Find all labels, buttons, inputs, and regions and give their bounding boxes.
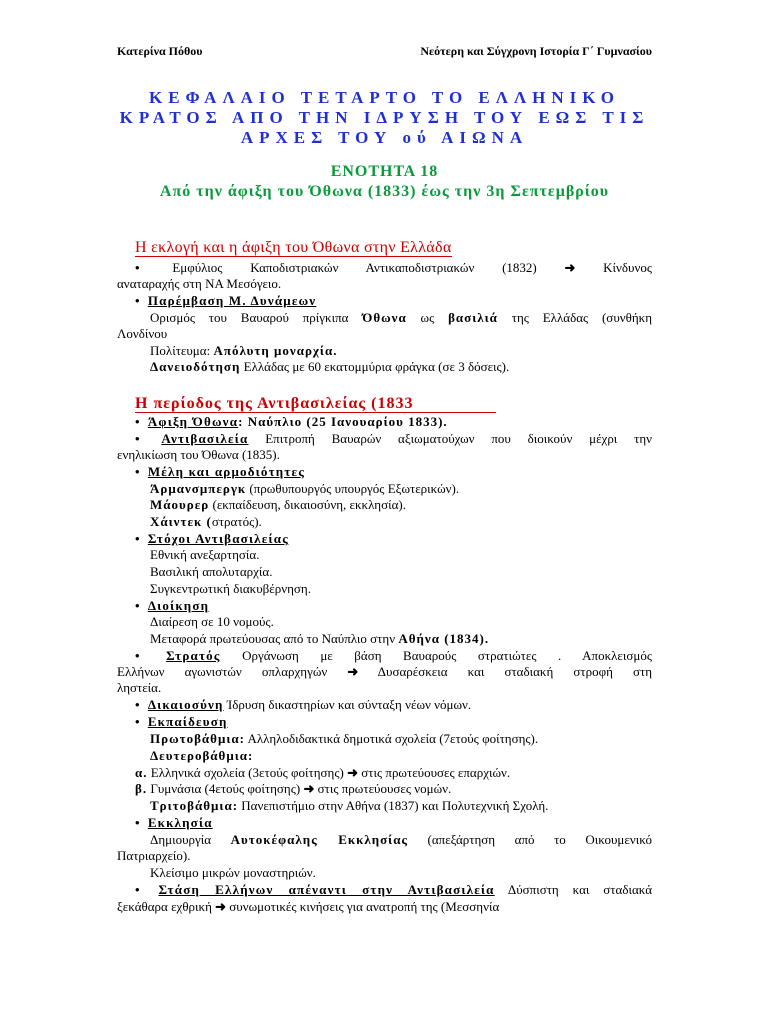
paragraph-line: Μάουρερ (εκπαίδευση, δικαιοσύνη, εκκλησία). [150, 497, 406, 512]
paragraph-line: Διαίρεση σε 10 νομούς. [150, 614, 274, 629]
paragraph-line: Δημιουργία Αυτοκέφαλης Εκκλησίας (απεξάρτηση από το Οικουμενικό [150, 832, 652, 847]
right-arrow-icon: ➜ [303, 781, 315, 796]
list-item-continuation: Ελλήνων αγωνιστών οπλαρχηγών ➜ Δυσαρέσκεια και σταδιακή στροφή στη [117, 664, 652, 679]
paragraph-line: α. Ελληνικά σχολεία (3ετούς φοίτησης) ➜ στις πρωτεύουσες επαρχιών. [135, 765, 511, 780]
list-item: • Άφιξη Όθωνα: Ναύπλιο (25 Ιανουαρίου 1833). [135, 414, 652, 430]
paragraph-line: Άρμανσμπεργκ (πρωθυπουργός υπουργός Εξωτερικών). [150, 481, 460, 496]
list-item: • Αντιβασιλεία Επιτροπή Βαυαρών αξιωματούχων που διοικούν μέχρι την [135, 431, 652, 447]
paragraph-line: Πατριαρχείο). [117, 848, 191, 863]
paragraph-line: Συγκεντρωτική διακυβέρνηση. [150, 581, 311, 596]
paragraph-line: Δανειοδότηση Ελλάδας με 60 εκατομμύρια φράγκα (σε 3 δόσεις). [150, 359, 510, 374]
chapter-title-line-2: ΚΡΑΤΟΣ ΑΠΟ ΤΗΝ ΙΔΡΥΣΗ ΤΟΥ ΕΩΣ ΤΙΣ [119, 108, 650, 127]
paragraph-line: Βασιλική απολυταρχία. [150, 564, 273, 579]
right-arrow-icon: ➜ [347, 664, 359, 679]
list-item: • Εκπαίδευση [135, 714, 652, 730]
list-item-continuation: ληστεία. [117, 680, 162, 695]
paragraph-line: Κλείσιμο μικρών μοναστηριών. [150, 865, 316, 880]
paragraph-line: Τριτοβάθμια: Πανεπιστήμιο στην Αθήνα (1837) και Πολυτεχνική Σχολή. [150, 798, 549, 813]
unit-label: ΕΝΟΤΗΤΑ 18 [330, 163, 439, 180]
list-item: • Παρέμβαση Μ. Δυνάμεων [135, 293, 652, 309]
header-author: Κατερίνα Πόθου [117, 44, 203, 58]
paragraph-line: Πολίτευμα: Απόλυτη μοναρχία. [150, 343, 338, 358]
list-item: • Εκκλησία [135, 815, 652, 831]
paragraph-line: Μεταφορά πρωτεύουσας από το Ναύπλιο στην Αθήνα (1834). [150, 631, 490, 646]
right-arrow-icon: ➜ [215, 899, 227, 914]
list-item-continuation: ενηλικίωση του Όθωνα (1835). [117, 447, 280, 462]
list-item: • Μέλη και αρμοδιότητες [135, 464, 652, 480]
paragraph-line: Ορισμός του Βαυαρού πρίγκιπα Όθωνα ως βασιλιά της Ελλάδας (συνθήκη [150, 310, 653, 325]
right-arrow-icon: ➜ [564, 260, 576, 275]
section-heading-election: Η εκλογή και η άφιξη του Όθωνα στην Ελλάδα [135, 239, 452, 256]
list-item-continuation: αναταραχής στη ΝΑ Μεσόγειο. [117, 276, 282, 291]
paragraph-line: Λονδίνου [117, 326, 168, 341]
paragraph-line: Χάιντεκ (στρατός). [150, 514, 262, 529]
paragraph-line: Εθνική ανεξαρτησία. [150, 547, 260, 562]
list-item: • Δικαιοσύνη Ίδρυση δικαστηρίων και σύνταξη νέων νόμων. [135, 697, 652, 713]
header-course: Νεότερη και Σύγχρονη Ιστορία Γ΄ Γυμνασίου [420, 44, 652, 58]
unit-subtitle: Από την άφιξη του Όθωνα (1833) έως την 3η Σεπτεμβρίου [159, 183, 610, 200]
list-item: • Στόχοι Αντιβασιλείας [135, 531, 652, 547]
list-item: • Στάση Ελλήνων απέναντι στην Αντιβασιλεία Δύσπιστη και σταδιακά [135, 882, 652, 898]
chapter-title-line-3: ΑΡΧΕΣ ΤΟΥ ού ΑΙΩΝΑ [240, 128, 529, 147]
paragraph-line: β. Γυμνάσια (4ετούς φοίτησης) ➜ στις πρωτεύουσες νομών. [135, 781, 452, 796]
list-item-continuation: ξεκάθαρα εχθρική ➜ συνωμοτικές κινήσεις για ανατροπή της (Μεσσηνία [117, 899, 500, 914]
paragraph-line: Δευτεροβάθμια: [150, 748, 254, 763]
right-arrow-icon: ➜ [347, 765, 358, 780]
list-item: • Διοίκηση [135, 598, 652, 614]
list-item: • Εμφύλιος Καποδιστριακών Αντικαποδιστριακών (1832) ➜ Κίνδυνος [135, 260, 652, 276]
paragraph-line: Πρωτοβάθμια: Αλληλοδιδακτικά δημοτικά σχολεία (7ετούς φοίτησης). [150, 731, 539, 746]
section-heading-regency: Η περίοδος της Αντιβασιλείας (1833 [135, 395, 496, 413]
list-item: • Στρατός Οργάνωση με βάση Βαυαρούς στρατιώτες . Αποκλεισμός [135, 648, 652, 664]
chapter-title-line-1: ΚΕΦΑΛΑΙΟ ΤΕΤΑΡΤΟ ΤΟ ΕΛΛΗΝΙΚΟ [149, 88, 620, 107]
